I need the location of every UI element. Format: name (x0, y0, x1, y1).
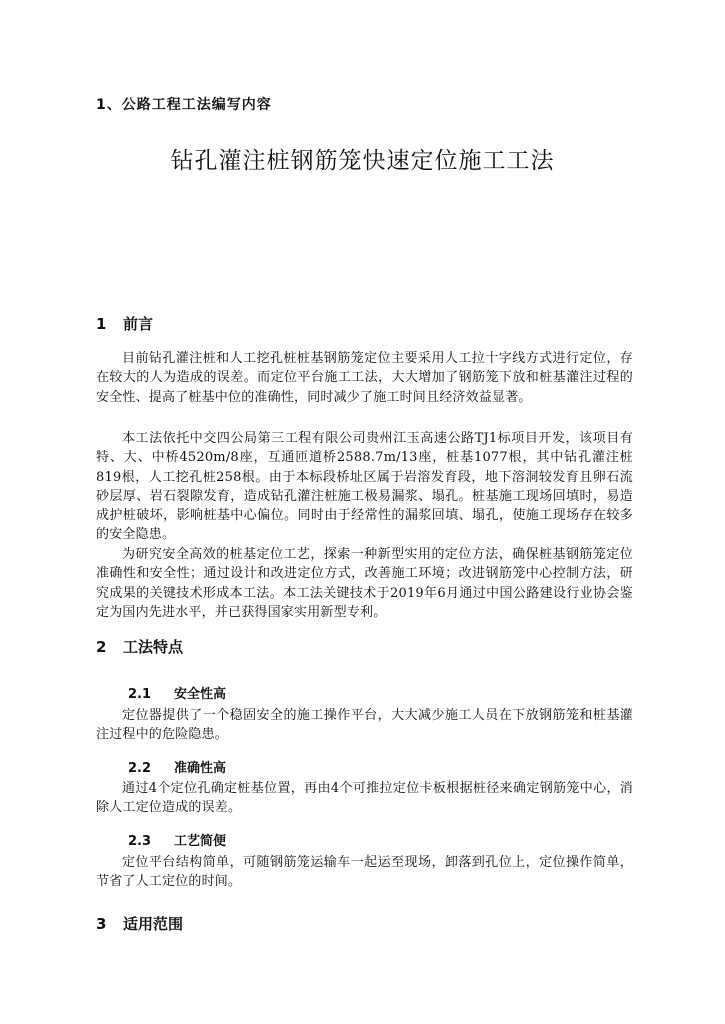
heading-features (96, 636, 183, 657)
heading-scope (96, 913, 183, 934)
subheading-text: 安全性高 (174, 687, 227, 702)
heading-number: 3 (96, 915, 107, 933)
subheading-accuracy (128, 757, 226, 776)
subheading-number: 2.2 (128, 761, 152, 776)
paragraph: 定位平台结构简单，可随钢筋笼运输车一起运至现场，卸落到孔位上，定位操作简单，节省了人工定位的时间。 (96, 855, 633, 890)
paragraph: 通过4个定位孔确定桩基位置，再由4个可推拉定位卡板根据桩径来确定钢筋笼中心，消除人工定位造成的误差。 (96, 781, 633, 816)
subheading-number: 2.1 (128, 687, 152, 702)
subheading-number: 2.3 (128, 834, 152, 849)
document-title: 钻孔灌注桩钢筋笼快速定位施工工法 (170, 148, 555, 174)
heading-text: 前言 (123, 315, 154, 333)
heading-text: 工法特点 (123, 638, 184, 656)
heading-number: 1 (96, 315, 107, 333)
paragraph: 定位器提供了一个稳固安全的施工操作平台，大大减少施工人员在下放钢筋笼和桩基灌注过程中的危险隐患。 (96, 708, 633, 743)
subheading-safety (128, 683, 226, 702)
paragraph: 为研究安全高效的桩基定位工艺，探索一种新型实用的定位方法，确保桩基钢筋笼定位准确性和安全性；通过设计和改进定位方式，改善施工环境；改进钢筋笼中心控制方法，研究成果的关键技术形成本工法。本工法关键技术于2019年6月通过中国公路建设行业协会鉴定为国内先进水平，并已获得国家实用新型专利。 (96, 547, 633, 620)
paragraph: 目前钻孔灌注桩和人工挖孔桩桩基钢筋笼定位主要采用人工拉十字线方式进行定位，存在较大的人为造成的误差。而定位平台施工工法，大大增加了钢筋笼下放和桩基灌注过程的安全性、提高了桩基中位的准确性，同时减少了施工时间且经济效益显著。 (96, 351, 633, 405)
heading-text: 适用范围 (123, 915, 184, 933)
subheading-text: 工艺简便 (174, 834, 227, 849)
paragraph: 本工法依托中交四公局第三工程有限公司贵州江玉高速公路TJ1标项目开发，该项目有特、大、中桥4520m/8座，互通匝道桥2588.7m/13座，桩基1077根，其中钻孔灌注桩819根，人工挖孔桩258根。由于本标段桥址区属于岩溶发育段，地下溶洞较发育且卵石流砂层厚、岩石裂隙发育，造成钻孔灌注桩施工极易漏浆、塌孔。桩基施工现场回填时，易造成护桩破坏，影响桩基中心偏位。同时由于经常性的漏浆回填、塌孔，使施工现场存在较多的安全隐患。 (96, 431, 633, 543)
heading-preface (96, 313, 153, 334)
heading-number: 2 (96, 638, 107, 656)
subheading-simplicity (128, 830, 226, 849)
section-header: 1、公路工程工法编写内容 (96, 97, 272, 113)
subheading-text: 准确性高 (174, 761, 227, 776)
